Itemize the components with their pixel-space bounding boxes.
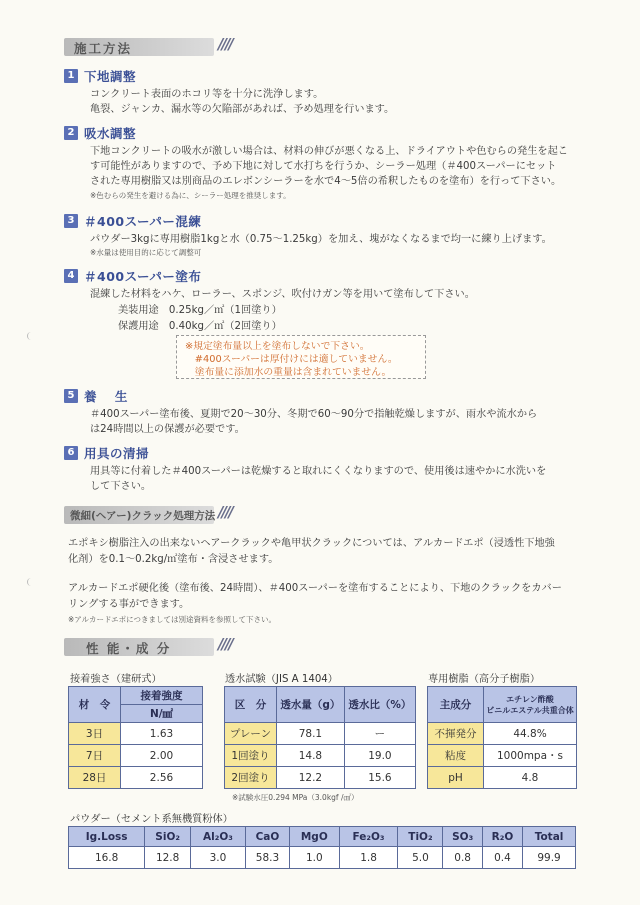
table-header: 材 令 <box>69 687 121 723</box>
table-header: Fe₂O₃ <box>339 827 398 847</box>
row-value: 19.0 <box>344 745 415 767</box>
table-header: TiO₂ <box>398 827 443 847</box>
row-label: 不揮発分 <box>428 723 484 745</box>
powder-value: 0.4 <box>482 847 522 869</box>
row-value: 2.00 <box>121 745 203 767</box>
warning-text: ※規定塗布量以上を塗布しないで下さい。 <box>185 341 370 352</box>
test-note: ※試験水圧0.294 MPa（3.0kgf /㎠） <box>232 793 359 802</box>
table-row <box>69 723 203 745</box>
usage-line: 保護用途 0.40kg／㎡（2回塗り） <box>118 321 282 332</box>
table-header: R₂O <box>482 827 522 847</box>
step-text: ＃400スーパー塗布後、夏期で20〜30分、冬期で60〜90分で指触乾燥しますが、雨水や流水から <box>90 409 538 420</box>
table-row <box>69 767 203 789</box>
step-note: ※色むらの発生を避ける為に、シーラー処理を推奨します。 <box>90 191 291 200</box>
row-value: 78.1 <box>277 723 345 745</box>
section-header-construction <box>64 36 238 58</box>
step-text: パウダー3kgに専用樹脂1kgと水（0.75〜1.25kg）を加え、塊がなくなるまで均一に練り上げます。 <box>90 234 552 245</box>
table-row <box>428 723 577 745</box>
table-header: Ig.Loss <box>69 827 145 847</box>
row-label: pH <box>428 767 484 789</box>
step-title: ＃400スーパー混練 <box>84 214 202 229</box>
table-header: 透水量（g） <box>277 687 345 723</box>
powder-value: 99.9 <box>523 847 576 869</box>
row-label: 28日 <box>69 767 121 789</box>
powder-value: 3.0 <box>191 847 246 869</box>
step-text: は24時間以上の保護が必要です。 <box>90 424 245 435</box>
binder-hole <box>27 332 35 340</box>
step-text: して下さい。 <box>90 481 152 492</box>
powder-value: 12.8 <box>145 847 191 869</box>
slash-decoration: //// <box>218 35 232 53</box>
binder-hole <box>27 578 35 586</box>
powder-value: 16.8 <box>69 847 145 869</box>
step-number: 3 <box>64 214 78 228</box>
powder-value: 1.8 <box>339 847 398 869</box>
step-text: す可能性がありますので、予め下地に対して水打ちを行うか、シーラー処理（＃400スーパーにセット <box>90 161 557 172</box>
step-text: 混練した材料をハケ、ローラー、スポンジ、吹付けガン等を用いて塗布して下さい。 <box>90 289 475 300</box>
section-title: 施工方法 <box>74 41 133 56</box>
step-text: コンクリート表面のホコリ等を十分に洗浄します。 <box>90 89 324 100</box>
warning-text: 塗布量に添加水の重量は含まれていません。 <box>185 367 392 378</box>
usage-line: 美装用途 0.25kg／㎡（1回塗り） <box>118 305 282 316</box>
step-number: 2 <box>64 126 78 140</box>
row-label: 1回塗り <box>225 745 277 767</box>
row-value: 14.8 <box>277 745 345 767</box>
table-header: 区 分 <box>225 687 277 723</box>
adhesion-table <box>68 686 203 789</box>
table-header: 接着強度 <box>121 687 203 705</box>
row-value: 2.56 <box>121 767 203 789</box>
row-value: 4.8 <box>484 767 577 789</box>
step-text: 下地コンクリートの吸水が激しい場合は、材料の伸びが悪くなる上、ドライアウトや色むらの発生を起こ <box>90 146 568 157</box>
row-value: 15.6 <box>344 767 415 789</box>
row-label: 3日 <box>69 723 121 745</box>
step-title: 用具の清掃 <box>84 446 150 461</box>
row-label: 2回塗り <box>225 767 277 789</box>
header-line: エチレン酢酸 <box>506 694 554 704</box>
powder-value: 5.0 <box>398 847 443 869</box>
warning-box <box>176 335 426 379</box>
step-number: 4 <box>64 269 78 283</box>
table-header: N/㎟ <box>121 705 203 723</box>
step-text: された専用樹脂又は別商品のエレボンシーラーを水で4〜5倍の希釈したものを塗布）を行って下さい。 <box>90 176 562 187</box>
row-value: 1000mpa・s <box>484 745 577 767</box>
crack-text: リングする事ができます。 <box>68 599 190 610</box>
section-title: 微細(ヘアー)クラック処理方法 <box>70 510 216 522</box>
table-header: 透水比（%） <box>344 687 415 723</box>
table-caption: パウダー（セメント系無機質粉体） <box>70 814 233 825</box>
slash-decoration: //// <box>218 503 232 521</box>
slash-decoration: //// <box>218 635 232 653</box>
step-text: 用具等に付着した＃400スーパーは乾燥すると取れにくくなりますので、使用後は速やかに水洗いを <box>90 466 547 477</box>
table-header: Al₂O₃ <box>191 827 246 847</box>
table-header: SiO₂ <box>145 827 191 847</box>
row-label: 7日 <box>69 745 121 767</box>
section-header-crack <box>64 504 238 526</box>
table-header: Total <box>523 827 576 847</box>
table-row <box>225 767 416 789</box>
step-title: ＃400スーパー塗布 <box>84 269 202 284</box>
table-caption: 専用樹脂（高分子樹脂） <box>428 674 541 685</box>
table-header: MgO <box>289 827 339 847</box>
crack-text: エポキシ樹脂注入の出来ないヘアークラックや亀甲状クラックについては、アルカードエポ（浸透性下地強 <box>68 538 555 549</box>
powder-table <box>68 826 576 869</box>
warning-text: #400スーパーは厚付けには適していません。 <box>185 354 398 365</box>
crack-text: アルカードエポ硬化後（塗布後、24時間）、＃400スーパーを塗布することにより、下地のクラックをカバー <box>68 583 562 594</box>
table-header: CaO <box>245 827 289 847</box>
row-value: 44.8% <box>484 723 577 745</box>
section-title: 性 能・成 分 <box>86 641 172 656</box>
crack-note: ※アルカードエポにつきましては別途資料を参照して下さい。 <box>68 615 277 624</box>
table-row <box>69 745 203 767</box>
section-header-performance <box>64 636 238 658</box>
table-caption: 接着強さ（建研式） <box>70 674 162 685</box>
row-value: ー <box>344 723 415 745</box>
step-number: 1 <box>64 69 78 83</box>
table-row <box>428 745 577 767</box>
step-note: ※水量は使用目的に応じて調整可 <box>90 248 202 257</box>
permeability-table <box>224 686 416 789</box>
header-line: ビニルエステル共重合体 <box>486 705 574 715</box>
step-number: 6 <box>64 446 78 460</box>
powder-value: 0.8 <box>443 847 482 869</box>
step-number: 5 <box>64 389 78 403</box>
crack-text: 化剤）を0.1〜0.2kg/㎡塗布・含浸させます。 <box>68 554 279 565</box>
row-value: 1.63 <box>121 723 203 745</box>
powder-value: 1.0 <box>289 847 339 869</box>
table-caption: 透水試験（JIS A 1404） <box>225 674 338 685</box>
table-row <box>225 723 416 745</box>
row-value: 12.2 <box>277 767 345 789</box>
step-title: 吸水調整 <box>84 126 137 141</box>
step-title: 養 生 <box>84 389 128 404</box>
table-row <box>225 745 416 767</box>
table-header: SO₃ <box>443 827 482 847</box>
row-label: 粘度 <box>428 745 484 767</box>
row-label: プレーン <box>225 723 277 745</box>
table-row <box>69 847 576 869</box>
step-text: 亀裂、ジャンカ、漏水等の欠陥部があれば、予め処理を行います。 <box>90 104 395 115</box>
table-row <box>428 767 577 789</box>
powder-value: 58.3 <box>245 847 289 869</box>
step-title: 下地調整 <box>84 69 137 84</box>
resin-table <box>427 686 577 789</box>
table-header: 主成分 <box>428 687 484 723</box>
table-header-composition <box>484 687 577 723</box>
